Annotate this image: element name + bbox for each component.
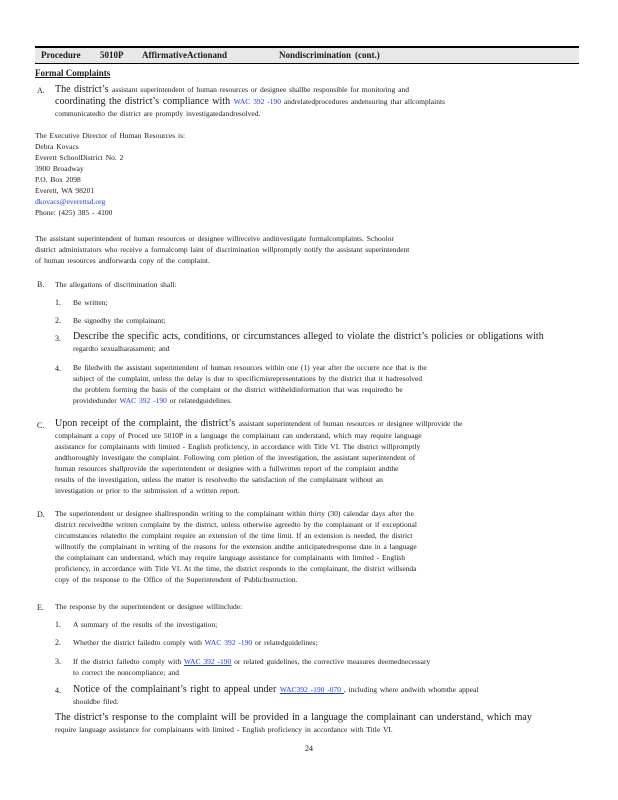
a-line-2: coordinating the district’s compliance with WAC 392 -190 andrelatedprocedures andensuring that allcomplaints [55,96,445,107]
marker-b: B. [37,280,45,289]
contact-city: Everett, WA 98201 [35,186,95,195]
d-line-7: copy of the response to the Office of the Superintendent of PublicInstruction. [55,575,298,584]
e-item-3-line-2: to correct the noncompliance; and [73,668,180,677]
b-item-1: Be written; [73,298,108,307]
e-item-2: Whether the district failedto comply with WAC 392 -190 or relatedguidelines; [73,638,318,647]
c-line-2: complainant a copy of Proced ure 5010P in a language the complainant can understand, which may require language [55,431,422,440]
b-item-4-line-1: Be filedwith the assistant superintendent of human resources within one (1) year after the occurre nce that is the [73,363,427,372]
assist-line-1: The assistant superintendent of human resources or designee willreceive andinvestigate formalcomplaints. Schoolor [35,234,394,243]
b-item-3-line-2: regardto sexualharassment; and [73,344,170,353]
e-num-3: 3. [55,657,61,666]
d-line-4: willnotify the complainant in writing of the reasons for the extension andthe anticipatedresponse date in a language [55,542,417,551]
contact-email-link[interactable]: dkovacs@everettsd.org [35,197,106,206]
e-item-3-line-1: If the district failedto comply with WAC 392 -190 or related guidelines, the corrective measures deemednecessary [73,657,431,666]
header-number: 5010P [100,50,124,60]
d-line-5: the complainant can understand, which may require language assistance for complainants with limited - English [55,553,405,562]
header-procedure: Procedure [41,50,81,60]
contact-street: 3900 Broadway [35,164,84,173]
c-line-1: Upon receipt of the complaint, the district’s assistant superintendent of human resources or designee willprovide the [55,418,463,429]
page-number: 24 [305,744,313,753]
e-num-1: 1. [55,620,61,629]
b-item-2: Be signedby the complainant; [73,316,166,325]
e-num-4: 4. [55,686,61,695]
header-cont: (cont.) [355,50,380,60]
e-num-2: 2. [55,638,61,647]
e-item-4-line-2: shouldbe filed. [73,697,119,706]
marker-c: C. [37,421,45,430]
a-line-3: communicatedto the district are promptly investigatedandresolved. [55,109,261,118]
b-num-3: 3. [55,334,61,343]
b-num-4: 4. [55,364,61,373]
b-item-4-line-4: providedunder WAC 392 -190 or relatedguidelines. [73,396,233,405]
contact-box: P.O. Box 2098 [35,175,81,184]
c-line-7: investigation or prior to the submission of a written report. [55,486,240,495]
c-line-5: human resources shallprovide the superintendent or designee with a fullwritten report of the complaint andthe [55,464,399,473]
procedure-header-bar [35,46,579,64]
wac-link-e4[interactable]: WAC392 -190 -070 [279,685,344,694]
b-item-4-line-2: subject of the complaint, unless the delay is due to specificmisrepresentations by the district that it hadresolved [73,374,423,383]
exec-director-line: The Executive Director of Human Resources is: [35,131,186,140]
d-line-3: circumstances relatedto the complaint require an extension of the time limit. If an extension is needed, the district [55,531,413,540]
c-line-3: assistance for complainants with limited - English proficiency, in accordance with Title VI. The district willpromptly [55,442,421,451]
assist-line-3: of human resources andforwarda copy of the complaint. [35,256,210,265]
d-line-1: The superintendent or designee shallrespondin writing to the complainant within thirty (30) calendar days after the [55,509,414,518]
contact-name: Debra Kovacs [35,142,79,151]
contact-org: Everett SchoolDistrict No. 2 [35,153,124,162]
b-num-1: 1. [55,298,61,307]
contact-phone: Phone: (425) 385 - 4100 [35,208,113,217]
header-title-2: Nondiscrimination [279,50,352,60]
a-line-1: The district’s assistant superintendent of human resources or designee shallbe responsible for monitoring and [55,84,409,95]
wac-link-b4[interactable]: WAC 392 -190 [119,396,167,405]
assist-line-2: district administrators who receive a formalcomp laint of discrimination willpromptly notify the assistant superintendent [35,245,410,254]
wac-link-e3[interactable]: WAC 392 -190 [183,657,232,666]
marker-a: A. [37,86,45,95]
e-item-1: A summary of the results of the investigation; [73,620,218,629]
b-intro: The allegations of discrimination shall: [55,280,177,289]
header-title: AffirmativeActionand [142,50,227,60]
c-line-4: andthoroughly investigate the complaint. Following com pletion of the investigation, the assistant superintendent of [55,453,416,462]
e-intro: The response by the superintendent or designee willinclude: [55,602,243,611]
c-line-6: results of the investigation, unless the matter is resolvedto the satisfaction of the complainant without an [55,475,383,484]
d-line-2: district receivedthe written complaint by the district, unless otherwise agreedto by the complainant or if exceptional [55,520,417,529]
marker-d: D. [37,510,45,519]
b-item-4-line-3: the problem forming the basis of the complaint or the district withheldinformation that was requiredto be [73,385,403,394]
marker-e: E. [37,603,44,612]
e-closing-line-2: require language assistance for complainants with limited - English proficiency in accordance with Title VI. [55,725,393,734]
wac-link-a[interactable]: WAC 392 -190 [233,97,281,106]
wac-link-e2[interactable]: WAC 392 -190 [204,638,253,647]
b-num-2: 2. [55,316,61,325]
b-item-3-line-1: Describe the specific acts, conditions, or circumstances alleged to violate the district’s policies or obligations with [73,331,544,342]
e-closing-line-1: The district’s response to the complaint will be provided in a language the complainant can understand, which may [55,712,532,723]
section-title: Formal Complaints [35,68,111,78]
e-item-4-line-1: Notice of the complainant’s right to appeal under WAC392 -190 -070 , including where andwith whomthe appeal [73,684,479,695]
d-line-6: proficiency, in accordance with Title VI. At the time, the district responds to the complainant, the district willsenda [55,564,417,573]
